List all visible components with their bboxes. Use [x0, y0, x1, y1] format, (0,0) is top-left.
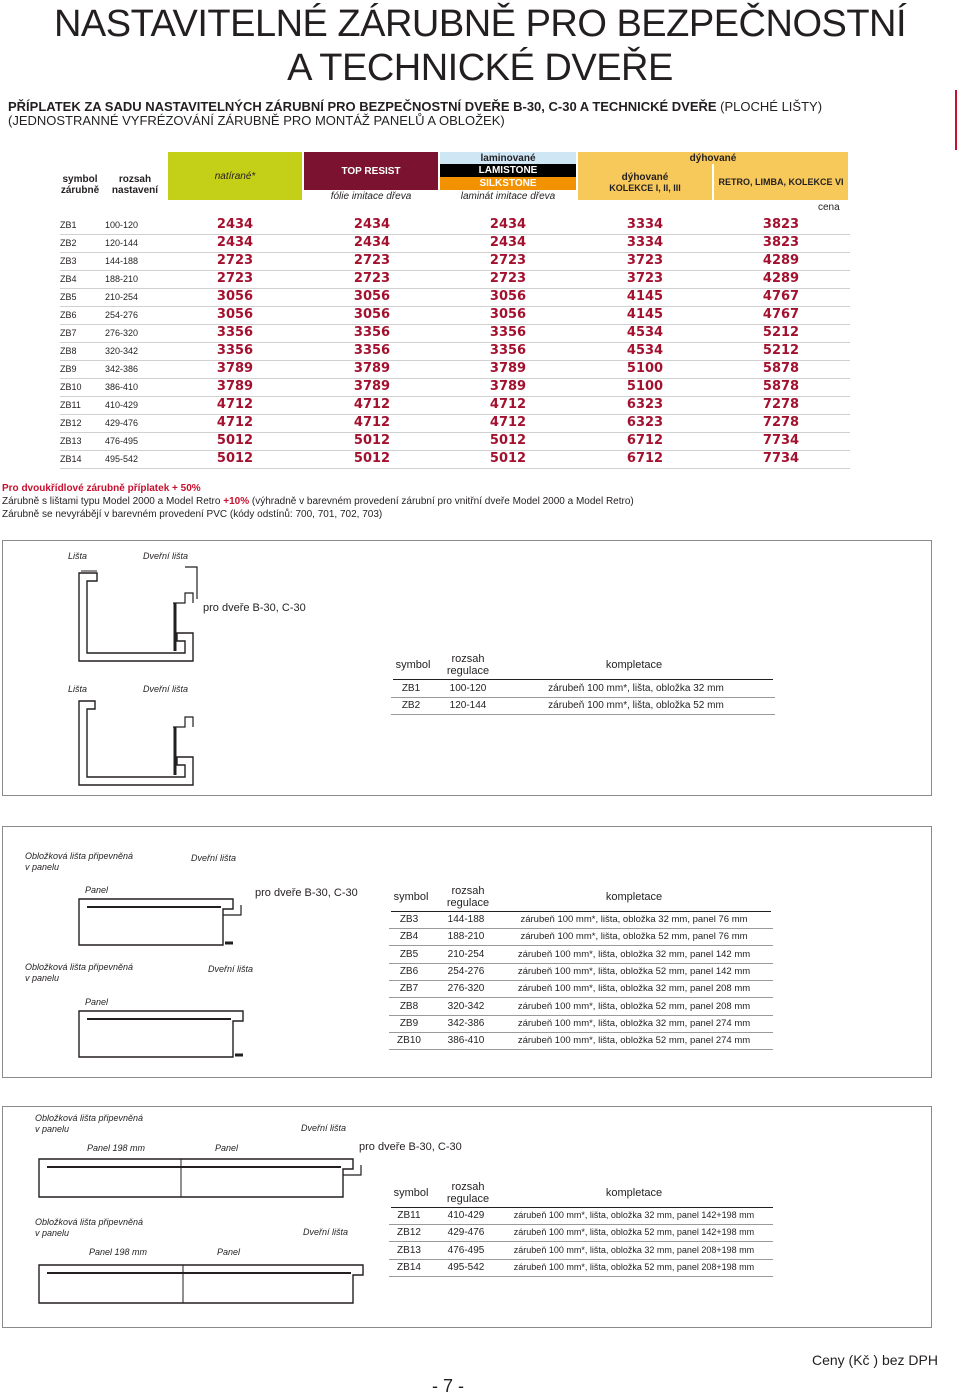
label-dverni-lista: Dveřní lišta	[191, 853, 237, 863]
price-value: 5878	[762, 361, 800, 376]
price-row-range: 188-210	[105, 274, 139, 284]
price-value: 3823	[762, 235, 800, 250]
header-dyhovane-kolekce: dýhované KOLEKCE I, II, III	[578, 164, 712, 200]
price-value: 3334	[626, 217, 664, 232]
label-panel: Panel	[85, 885, 109, 895]
label-panel-2: Panel	[217, 1247, 241, 1257]
profile-drawing-2a	[73, 895, 253, 955]
label-dverni-lista-2: Dveřní lišta	[208, 964, 254, 974]
price-row	[60, 342, 850, 360]
kompletace-row	[389, 998, 773, 1015]
kompletace-text: zárubeň 100 mm*, lišta, obložka 32 mm, panel 142 mm	[517, 948, 751, 960]
price-value: 4712	[489, 415, 527, 430]
label-oblozkova: Obložková lišta připevněná v panelu	[35, 1113, 144, 1134]
price-value: 3334	[626, 235, 664, 250]
kt3-header-rozsah: rozsah regulace	[446, 1181, 490, 1205]
price-value: 3056	[353, 289, 391, 304]
kt2-header-rozsah: rozsah regulace	[446, 885, 490, 909]
price-value: 4712	[216, 415, 254, 430]
price-value: 3723	[626, 253, 664, 268]
price-row	[60, 450, 850, 468]
kompletace-range: 276-320	[447, 983, 485, 995]
price-note: Ceny (Kč ) bez DPH	[811, 1352, 938, 1368]
header-top-resist: TOP RESIST	[304, 152, 438, 190]
profile-drawing-1a	[73, 563, 203, 663]
kompletace-symbol: ZB14	[397, 1261, 421, 1273]
price-value: 2434	[353, 235, 391, 250]
price-row	[60, 360, 850, 378]
label-dverni-lista: Dveřní lišta	[143, 551, 189, 561]
price-row	[60, 414, 850, 432]
price-row	[60, 432, 850, 450]
frame-panel-1	[2, 540, 932, 796]
label-pro-dvere: pro dveře B-30, C-30	[203, 602, 306, 614]
price-value: 5100	[626, 361, 664, 376]
note-pvc: Zárubně se nevyrábějí v barevném provedení PVC (kódy odstínů: 700, 701, 702, 703)	[2, 509, 383, 520]
kompletace-range: 188-210	[447, 931, 485, 943]
price-row-symbol: ZB5	[60, 292, 77, 302]
price-value: 3356	[353, 343, 391, 358]
price-row	[60, 234, 850, 252]
price-row-symbol: ZB2	[60, 238, 77, 248]
header-lamistone: LAMISTONE	[440, 164, 576, 177]
kompletace-row	[389, 980, 773, 997]
kompletace-row	[389, 946, 773, 963]
price-value: 3789	[216, 379, 254, 394]
profile-drawing-2b	[73, 1007, 253, 1067]
price-row-symbol: ZB7	[60, 328, 77, 338]
note-dvoukridle: Pro dvoukřídlové zárubně příplatek + 50%	[2, 483, 201, 494]
price-row-symbol: ZB3	[60, 256, 77, 266]
price-row-range: 495-542	[105, 454, 139, 464]
note-model: Zárubně s lištami typu Model 2000 a Model Retro +10% (výhradně v barevném provedení zárubní pro vnitřní dveře Model 2000 a Model Retro)	[2, 496, 634, 507]
price-value: 4289	[762, 271, 800, 286]
section-subtitle	[8, 100, 822, 128]
notes	[2, 482, 902, 521]
price-row	[60, 216, 850, 234]
kt1-header-symbol: symbol	[395, 659, 431, 671]
kompletace-symbol: ZB11	[397, 1210, 421, 1221]
page-title-line1: NASTAVITELNÉ ZÁRUBNĚ PRO BEZPEČNOSTNÍ	[53, 3, 907, 45]
label-lista-2: Lišta	[68, 684, 88, 694]
price-value: 4145	[626, 289, 664, 304]
price-value: 2434	[216, 235, 254, 250]
header-laminat: laminát imitace dřeva	[460, 190, 556, 202]
price-value: 3356	[216, 343, 254, 358]
price-row	[60, 396, 850, 414]
frame-panel-2	[2, 826, 932, 1078]
price-value: 4712	[489, 397, 527, 412]
kompletace-row	[391, 697, 775, 714]
kt1-header-rozsah: rozsah regulace	[446, 653, 490, 677]
price-value: 2434	[489, 235, 527, 250]
kompletace-text: zárubeň 100 mm*, lišta, obložka 32 mm, panel 208+198 mm	[513, 1244, 755, 1255]
kompletace-range: 386-410	[447, 1035, 485, 1047]
price-value: 3056	[353, 307, 391, 322]
price-value: 5212	[762, 343, 800, 358]
price-value: 3823	[762, 217, 800, 232]
price-row	[60, 252, 850, 270]
kt3-header-kompletace: kompletace	[605, 1187, 663, 1199]
header-symbol: symbol zárubně	[60, 174, 100, 196]
header-retro: RETRO, LIMBA, KOLEKCE VI	[714, 164, 848, 200]
kompletace-text: zárubeň 100 mm*, lišta, obložka 52 mm, panel 142+198 mm	[513, 1227, 755, 1238]
price-row-range: 429-476	[105, 418, 139, 428]
price-row-range: 342-386	[105, 364, 139, 374]
kompletace-symbol: ZB1	[401, 683, 421, 694]
price-value: 5212	[762, 325, 800, 340]
price-row	[60, 288, 850, 306]
price-value: 2434	[353, 217, 391, 232]
kompletace-text: zárubeň 100 mm*, lišta, obložka 52 mm, panel 208+198 mm	[513, 1261, 755, 1272]
kompletace-row	[389, 1207, 773, 1224]
page-title	[0, 2, 960, 90]
label-pro-dvere: pro dveře B-30, C-30	[359, 1141, 462, 1153]
price-value: 2434	[216, 217, 254, 232]
kompletace-symbol: ZB5	[399, 948, 419, 960]
price-value: 4534	[626, 325, 664, 340]
price-value: 6712	[626, 433, 664, 448]
price-row-range: 276-320	[105, 328, 139, 338]
header-dyhovane-top: dýhované	[578, 152, 848, 164]
price-value: 5012	[489, 451, 527, 466]
header-laminovane: laminované	[440, 152, 576, 164]
kompletace-row	[391, 680, 775, 697]
subtitle-normal: (PLOCHÉ LIŠTY)	[716, 99, 823, 114]
kompletace-symbol: ZB12	[397, 1227, 421, 1239]
price-row-symbol: ZB11	[60, 400, 81, 410]
label-dverni-lista: Dveřní lišta	[301, 1123, 347, 1133]
kompletace-row	[389, 1259, 773, 1276]
kompletace-range: 342-386	[447, 1017, 485, 1029]
price-value: 5012	[353, 451, 391, 466]
profile-drawing-3a	[33, 1153, 373, 1203]
kt1-header-kompletace: kompletace	[605, 659, 663, 671]
price-row-divider	[60, 468, 850, 469]
price-value: 6323	[626, 415, 664, 430]
kompletace-range: 254-276	[447, 965, 485, 977]
price-value: 4767	[762, 289, 800, 304]
kompletace-symbol: ZB4	[399, 931, 419, 943]
price-value: 3723	[626, 271, 664, 286]
kompletace-text: zárubeň 100 mm*, lišta, obložka 52 mm, panel 76 mm	[520, 931, 748, 943]
subtitle-bold: PŘÍPLATEK ZA SADU NASTAVITELNÝCH ZÁRUBNÍ PRO BEZPEČNOSTNÍ DVEŘE B-30, C-30 A TECHNICKÉ DVEŘE	[8, 99, 717, 114]
price-row	[60, 378, 850, 396]
kompletace-range: 144-188	[447, 914, 485, 925]
price-value: 2723	[216, 271, 254, 286]
kompletace-row-divider	[389, 1049, 773, 1050]
kompletace-range: 210-254	[447, 948, 485, 960]
kt3-header-symbol: symbol	[393, 1187, 429, 1199]
price-value: 2723	[216, 253, 254, 268]
price-row-symbol: ZB8	[60, 346, 77, 356]
label-panel-198: Panel 198 mm	[87, 1143, 146, 1153]
price-row-symbol: ZB13	[60, 436, 82, 446]
price-value: 3056	[489, 289, 527, 304]
price-value: 7278	[762, 415, 800, 430]
price-table-header	[60, 152, 850, 213]
kompletace-text: zárubeň 100 mm*, lišta, obložka 52 mm	[548, 700, 724, 712]
kt2-header-kompletace: kompletace	[605, 891, 663, 903]
price-row-range: 320-342	[105, 346, 139, 356]
price-value: 7278	[762, 397, 800, 412]
label-oblozkova-2: Obložková lišta připevněná v panelu	[25, 962, 134, 983]
price-row-symbol: ZB9	[60, 364, 77, 374]
price-row-symbol: ZB12	[60, 418, 82, 428]
kompletace-row-divider	[391, 714, 775, 715]
kompletace-symbol: ZB10	[397, 1035, 421, 1047]
price-value: 2723	[489, 271, 527, 286]
kompletace-row	[389, 911, 773, 928]
price-value: 6323	[626, 397, 664, 412]
kompletace-text: zárubeň 100 mm*, lišta, obložka 32 mm, panel 274 mm	[517, 1017, 751, 1029]
kompletace-range: 120-144	[449, 700, 487, 712]
kompletace-range: 320-342	[447, 1000, 485, 1012]
price-value: 4145	[626, 307, 664, 322]
price-value: 3356	[489, 343, 527, 358]
price-value: 4712	[216, 397, 254, 412]
label-oblozkova: Obložková lišta připevněná v panelu	[25, 851, 134, 872]
kompletace-text: zárubeň 100 mm*, lišta, obložka 32 mm, panel 208 mm	[517, 983, 751, 995]
kompletace-symbol: ZB8	[399, 1000, 419, 1012]
price-row-symbol: ZB14	[60, 454, 82, 464]
price-value: 3789	[216, 361, 254, 376]
profile-drawing-1b	[73, 697, 203, 787]
price-row	[60, 306, 850, 324]
price-value: 2723	[353, 271, 391, 286]
label-panel-2: Panel	[85, 997, 109, 1007]
kompletace-symbol: ZB6	[399, 965, 419, 977]
kompletace-range: 495-542	[447, 1261, 485, 1273]
edge-marker	[955, 90, 957, 150]
page-title-line2: A TECHNICKÉ DVEŘE	[287, 47, 673, 89]
price-value: 4712	[353, 397, 391, 412]
kompletace-range: 410-429	[447, 1210, 485, 1221]
price-value: 2434	[489, 217, 527, 232]
kompletace-range: 100-120	[449, 683, 487, 694]
price-value: 7734	[762, 451, 800, 466]
price-row-range: 100-120	[105, 220, 139, 230]
kompletace-row	[389, 928, 773, 945]
price-value: 6712	[626, 451, 664, 466]
price-value: 3056	[216, 289, 254, 304]
price-value: 3356	[489, 325, 527, 340]
header-silkstone: SILKSTONE	[440, 177, 576, 190]
page-number: - 7 -	[432, 1376, 465, 1396]
price-value: 5012	[353, 433, 391, 448]
price-value: 4767	[762, 307, 800, 322]
price-row-symbol: ZB6	[60, 310, 77, 320]
label-dverni-lista-2: Dveřní lišta	[143, 684, 189, 694]
price-table-body	[60, 216, 850, 470]
kompletace-row	[389, 1032, 773, 1049]
kompletace-row	[389, 963, 773, 980]
label-pro-dvere: pro dveře B-30, C-30	[255, 887, 358, 899]
kompletace-text: zárubeň 100 mm*, lišta, obložka 32 mm, panel 76 mm	[520, 914, 748, 925]
price-row-symbol: ZB1	[60, 220, 77, 230]
price-row-range: 120-144	[105, 238, 139, 248]
kompletace-text: zárubeň 100 mm*, lišta, obložka 52 mm, panel 208 mm	[517, 1000, 751, 1012]
subtitle-line2: (JEDNOSTRANNÉ VYFRÉZOVÁNÍ ZÁRUBNĚ PRO MONTÁŽ PANELŮ A OBLOŽEK)	[8, 113, 505, 128]
kompletace-row	[389, 1224, 773, 1241]
price-row	[60, 270, 850, 288]
kompletace-text: zárubeň 100 mm*, lišta, obložka 52 mm, panel 274 mm	[517, 1035, 751, 1047]
kompletace-symbol: ZB2	[401, 700, 421, 712]
price-value: 3789	[353, 379, 391, 394]
price-row-range: 210-254	[105, 292, 139, 302]
price-value: 3789	[489, 361, 527, 376]
price-row	[60, 324, 850, 342]
label-panel: Panel	[215, 1143, 239, 1153]
price-value: 5012	[216, 433, 254, 448]
price-value: 4289	[762, 253, 800, 268]
price-value: 3056	[489, 307, 527, 322]
price-row-symbol: ZB10	[60, 382, 82, 392]
label-lista: Lišta	[68, 551, 88, 561]
price-value: 5012	[489, 433, 527, 448]
price-value: 2723	[353, 253, 391, 268]
profile-drawing-3b	[33, 1259, 373, 1309]
kompletace-symbol: ZB7	[399, 983, 419, 995]
price-value: 5100	[626, 379, 664, 394]
header-rozsah: rozsah nastavení	[111, 174, 159, 196]
kompletace-text: zárubeň 100 mm*, lišta, obložka 52 mm, panel 142 mm	[517, 965, 751, 977]
kompletace-row-divider	[389, 1276, 773, 1277]
price-row-range: 144-188	[105, 256, 139, 266]
price-value: 3056	[216, 307, 254, 322]
label-oblozkova-2: Obložková lišta připevněná v panelu	[35, 1217, 144, 1238]
label-panel-198-2: Panel 198 mm	[89, 1247, 148, 1257]
header-folie: fólie imitace dřeva	[330, 190, 412, 202]
price-row-range: 476-495	[105, 436, 139, 446]
price-value: 2723	[489, 253, 527, 268]
kompletace-row	[389, 1242, 773, 1259]
price-row-symbol: ZB4	[60, 274, 77, 284]
kompletace-text: zárubeň 100 mm*, lišta, obložka 32 mm, panel 142+198 mm	[513, 1210, 755, 1220]
price-value: 7734	[762, 433, 800, 448]
price-value: 3356	[353, 325, 391, 340]
kompletace-symbol: ZB3	[399, 914, 419, 925]
label-dverni-lista-2: Dveřní lišta	[303, 1227, 349, 1237]
kompletace-range: 476-495	[447, 1244, 485, 1256]
header-natirane: natírané*	[168, 152, 302, 200]
header-cena: cena	[818, 202, 840, 213]
price-value: 3356	[216, 325, 254, 340]
kompletace-range: 429-476	[447, 1227, 485, 1239]
price-value: 3789	[353, 361, 391, 376]
price-row-range: 386-410	[105, 382, 139, 392]
frame-panel-3	[2, 1106, 932, 1328]
kompletace-symbol: ZB9	[399, 1017, 419, 1029]
price-value: 5878	[762, 379, 800, 394]
kt2-header-symbol: symbol	[393, 891, 429, 903]
price-value: 5012	[216, 451, 254, 466]
price-row-range: 254-276	[105, 310, 139, 320]
kompletace-symbol: ZB13	[397, 1244, 421, 1256]
price-row-range: 410-429	[105, 400, 139, 410]
kompletace-row	[389, 1015, 773, 1032]
price-value: 4534	[626, 343, 664, 358]
price-value: 4712	[353, 415, 391, 430]
kompletace-text: zárubeň 100 mm*, lišta, obložka 32 mm	[548, 683, 724, 694]
price-value: 3789	[489, 379, 527, 394]
